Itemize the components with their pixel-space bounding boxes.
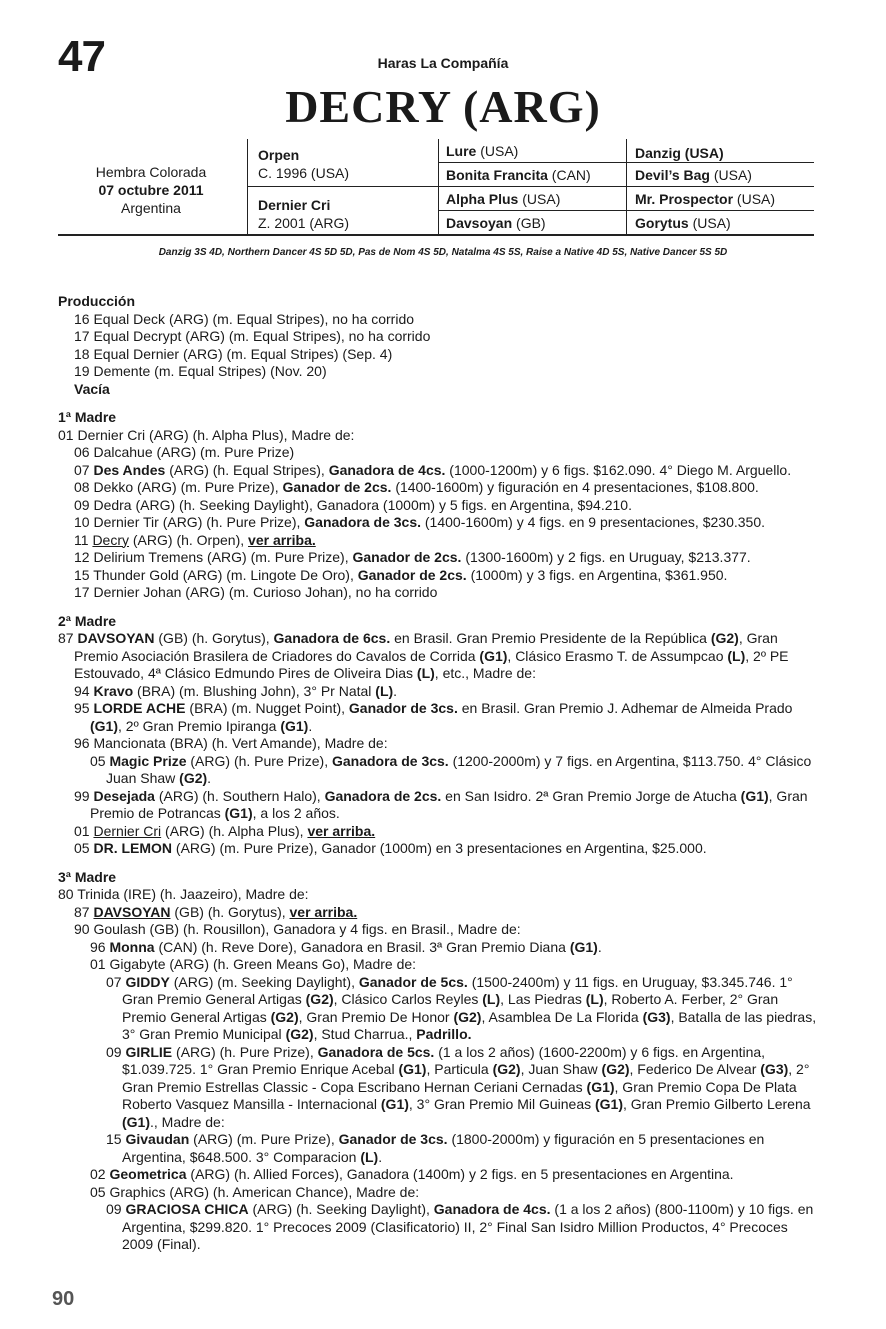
ancestor-name: Danzig (USA) <box>635 145 724 161</box>
entry-line: 01 Dernier Cri (ARG) (h. Alpha Plus), Madre de: <box>58 426 355 443</box>
dam-cell <box>258 196 349 232</box>
entry-line: 15 Givaudan (ARG) (m. Pure Prize), Ganador de 3cs. (1800-2000m) y figuración en 5 presentaciones en Argentina, $648.500. 3° Comparacion (L). <box>106 1131 765 1165</box>
ancestor-name: Davsoyan <box>446 215 513 231</box>
entry-line: 05 Graphics (ARG) (h. American Chance), Madre de: <box>90 1183 420 1200</box>
entry-line: 17 Dernier Johan (ARG) (m. Curioso Johan), no ha corrido <box>74 584 438 600</box>
entry-line: 80 Trinida (IRE) (h. Jaazeiro), Madre de: <box>58 886 309 902</box>
entry-line: 09 GRACIOSA CHICA (ARG) (h. Seeking Daylight), Ganadora de 4cs. (1 a los 2 años) (800-1100m) y 10 figs. en Argentina, $299.820. 1° Precoces 2009 (Clasificatorio) II, 2° Final San Isidro Million Productos, 4° Precoces 2009 (Final). <box>106 1201 814 1252</box>
ancestor-origin: (GB) <box>512 215 546 231</box>
great-grandparent-cell <box>635 214 731 232</box>
entry-line: 87 DAVSOYAN (GB) (h. Gorytus), Ganadora de 6cs. en Brasil. Gran Premio Presidente de la República (G2), Gran Premio Asociación Brasilera de Criadores do Cavalos de Corrida (G1), Clásico Erasmo T. de Assumpcao (L), 2º PE Estouvado, 4ª Clásico Edmundo Pires de Oliveira Dias (L), etc., Madre de: <box>58 630 789 681</box>
ancestor-origin: (USA) <box>688 215 731 231</box>
section-title: 2ª Madre <box>58 612 117 629</box>
great-grandparent-cell <box>635 190 775 208</box>
entry-line: 15 Thunder Gold (ARG) (m. Lingote De Oro), Ganador de 2cs. (1000m) y 3 figs. en Argentina, $361.950. <box>74 566 728 583</box>
inbreeding-line: Danzig 3S 4D, Northern Dancer 4S 5D 5D, Pas de Nom 4S 5D, Natalma 4S 5S, Raise a Native 4D 5S, Native Dancer 5S 5D <box>158 247 728 258</box>
entry-line: 18 Equal Dernier (ARG) (m. Equal Stripes) (Sep. 4) <box>74 345 393 362</box>
entry-line: 01 Dernier Cri (ARG) (h. Alpha Plus), ver arriba. <box>74 822 376 839</box>
entry-line: Vacía <box>74 380 110 397</box>
section-title: 3ª Madre <box>58 868 117 885</box>
entry-line: 99 Desejada (ARG) (h. Southern Halo), Ganadora de 2cs. en San Isidro. 2ª Gran Premio Jorge de Atucha (G1), Gran Premio de Potrancas (G1), a los 2 años. <box>74 787 808 821</box>
ancestor-name: Alpha Plus <box>446 191 519 207</box>
entry-line: 07 GIDDY (ARG) (m. Seeking Daylight), Ganador de 5cs. (1500-2400m) y 11 figs. en Uruguay, $3.345.746. 1° Gran Premio General Artigas (G2), Clásico Carlos Reyles (L), Las Piedras (L), Roberto A. Ferber, 2° Gran Premio General Artigas (G2), Gran Premio De Honor (G2), Asamblea De La Florida (G3), Batalla de las piedras, 3° Gran Premio Municipal (G2), Stud Charrua., Padrillo. <box>106 973 817 1042</box>
ancestor-name: Gorytus <box>635 215 689 231</box>
sire-detail: C. 1996 (USA) <box>258 165 350 181</box>
pedigree-divider <box>438 210 814 211</box>
family-section <box>58 869 818 1254</box>
lot-number: 47 <box>58 32 105 81</box>
entry-line: 95 LORDE ACHE (BRA) (m. Nugget Point), Ganador de 3cs. en Brasil. Gran Premio J. Adhemar de Almeida Prado (G1), 2º Gran Premio Ipiranga (G1). <box>74 700 793 734</box>
horse-country: Argentina <box>121 200 181 216</box>
section-title: 1ª Madre <box>58 409 117 425</box>
entry-line: 87 DAVSOYAN (GB) (h. Gorytus), ver arriba. <box>74 903 358 920</box>
entry-line: 90 Goulash (GB) (h. Rousillon), Ganadora y 4 figs. en Brasil., Madre de: <box>74 921 521 937</box>
ancestor-name: Mr. Prospector <box>635 191 734 207</box>
sire-cell <box>258 146 349 182</box>
ancestor-origin: (USA) <box>476 143 519 159</box>
entry-line: 16 Equal Deck (ARG) (m. Equal Stripes), no ha corrido <box>74 310 415 327</box>
entry-line: 07 Des Andes (ARG) (h. Equal Stripes), Ganadora de 4cs. (1000-1200m) y 6 figs. $162.090. 4° Diego M. Arguello. <box>74 461 792 478</box>
family-content <box>58 293 818 1254</box>
entry-line: 02 Geometrica (ARG) (h. Allied Forces), Ganadora (1400m) y 2 figs. en 5 presentaciones en Argentina. <box>90 1166 734 1182</box>
grandparent-cell <box>446 190 560 208</box>
sire-name: Orpen <box>258 147 300 163</box>
entry-line: 94 Kravo (BRA) (m. Blushing John), 3° Pr Natal (L). <box>74 682 398 699</box>
entry-line: 08 Dekko (ARG) (m. Pure Prize), Ganador de 2cs. (1400-1600m) y figuración en 4 presentaciones, $108.800. <box>74 479 759 495</box>
ancestor-origin: (USA) <box>733 191 776 207</box>
horse-sex-color: Hembra Colorada <box>95 164 207 180</box>
ancestor-name: Bonita Francita <box>446 167 548 183</box>
pedigree-divider <box>438 162 814 163</box>
entry-line: 06 Dalcahue (ARG) (m. Pure Prize) <box>74 444 295 460</box>
pedigree-divider <box>247 186 814 187</box>
pedigree-table <box>58 139 814 236</box>
page-number: 90 <box>52 1288 75 1310</box>
entry-line: 10 Dernier Tir (ARG) (h. Pure Prize), Ganadora de 3cs. (1400-1600m) y 4 figs. en 9 presentaciones, $230.350. <box>74 514 765 530</box>
grandparent-cell <box>446 142 518 160</box>
grandparent-cell <box>446 214 546 232</box>
entry-line: 09 Dedra (ARG) (h. Seeking Daylight), Ganadora (1000m) y 5 figs. en Argentina, $94.210. <box>74 496 632 513</box>
ancestor-origin: (USA) <box>709 167 752 183</box>
breeder-name: Haras La Compañía <box>377 55 509 71</box>
ancestor-name: Devil’s Bag <box>635 167 710 183</box>
entry-line: 01 Gigabyte (ARG) (h. Green Means Go), Madre de: <box>90 956 417 972</box>
ancestor-origin: (USA) <box>518 191 561 207</box>
great-grandparent-cell <box>635 144 724 162</box>
entry-line: 09 GIRLIE (ARG) (h. Pure Prize), Ganadora de 5cs. (1 a los 2 años) (1600-2200m) y 6 figs. en Argentina, $1.039.725. 1° Gran Premio Enrique Acebal (G1), Particula (G2), Juan Shaw (G2), Federico De Alvear (G3), 2° Gran Premio Estrellas Classic - Copa Escribano Hernan Ceriani Cernadas (G1), Gran Premio Copa De Plata Roberto Vasquez Mansilla - Internacional (G1), 3° Gran Premio Mil Guineas (G1), Gran Premio Gilberto Lerena (G1)., Madre de: <box>106 1043 811 1130</box>
horse-name: DECRY (ARG) <box>285 81 601 132</box>
grandparent-cell <box>446 166 591 184</box>
horse-birthdate: 07 octubre 2011 <box>98 182 204 198</box>
entry-line: 19 Demente (m. Equal Stripes) (Nov. 20) <box>74 363 327 379</box>
entry-line: 96 Mancionata (BRA) (h. Vert Amande), Madre de: <box>74 735 388 751</box>
entry-line: 11 Decry (ARG) (h. Orpen), ver arriba. <box>74 531 316 548</box>
section-title: Producción <box>58 293 136 309</box>
horse-info <box>58 163 244 217</box>
great-grandparent-cell <box>635 166 752 184</box>
entry-line: 05 Magic Prize (ARG) (h. Pure Prize), Ganadora de 3cs. (1200-2000m) y 7 figs. en Argentina, $113.750. 4° Clásico Juan Shaw (G2). <box>90 752 812 786</box>
dam-detail: Z. 2001 (ARG) <box>258 215 350 231</box>
family-section <box>58 293 818 398</box>
dam-name: Dernier Cri <box>258 197 331 213</box>
entry-line: 05 DR. LEMON (ARG) (m. Pure Prize), Ganador (1000m) en 3 presentaciones en Argentina, $25.000. <box>74 840 707 856</box>
entry-line: 96 Monna (CAN) (h. Reve Dore), Ganadora en Brasil. 3ª Gran Premio Diana (G1). <box>90 938 602 955</box>
entry-line: 12 Delirium Tremens (ARG) (m. Pure Prize), Ganador de 2cs. (1300-1600m) y 2 figs. en Uruguay, $213.377. <box>74 549 751 565</box>
entry-line: 17 Equal Decrypt (ARG) (m. Equal Stripes), no ha corrido <box>74 328 431 344</box>
family-section <box>58 613 818 858</box>
family-section <box>58 409 818 602</box>
ancestor-origin: (CAN) <box>547 167 591 183</box>
ancestor-name: Lure <box>446 143 477 159</box>
